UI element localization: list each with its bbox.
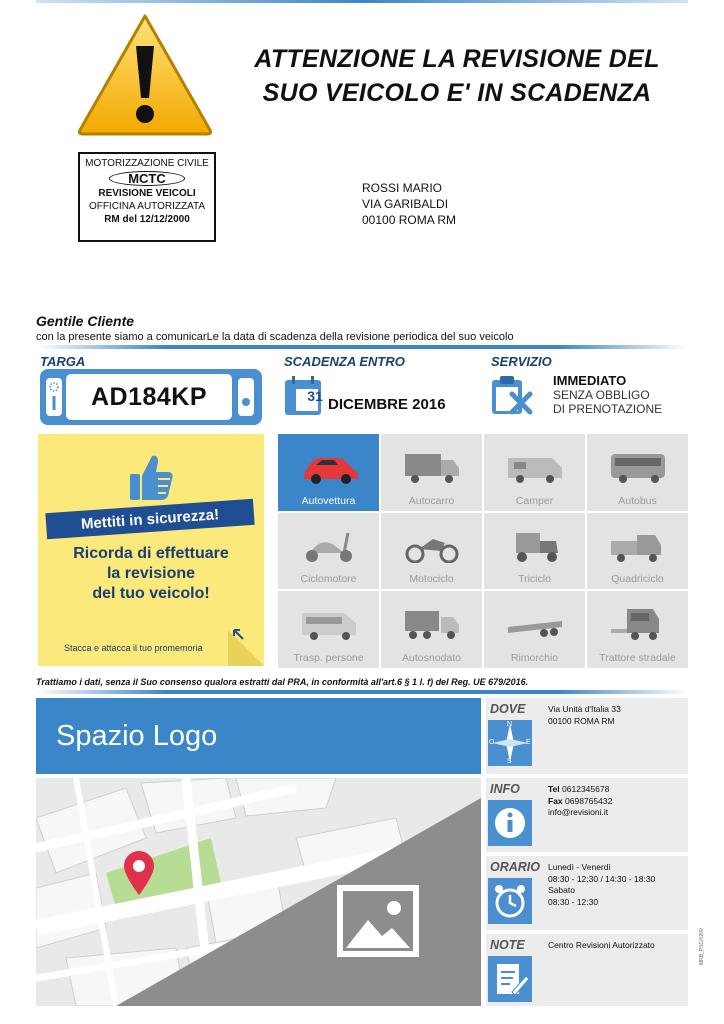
vehicle-type-label: Trasp. persone: [293, 651, 364, 664]
vehicle-type-triciclo: [484, 513, 585, 590]
alarm-clock-icon: [488, 878, 532, 924]
note-section: [486, 934, 688, 1006]
recipient-address: ROSSI MARIO VIA GARIBALDI 00100 ROMA RM: [362, 181, 457, 227]
plate-eu-band: [46, 378, 62, 416]
document-code: MRB_PSC/0200: [699, 928, 705, 965]
thumbs-up-icon: [128, 452, 174, 502]
vehicle-type-label: Autosnodato: [402, 651, 461, 664]
vehicle-type-trattore-stradale: [587, 591, 688, 668]
servizio-detail: SENZA OBBLIGO DI PRENOTAZIONE: [553, 388, 663, 416]
divider: [36, 345, 688, 349]
servizio-label: SERVIZIO: [491, 354, 552, 369]
dove-section: DOVE N S E O Via Unità d'Italia 33 00100 ROMA RM: [486, 698, 688, 774]
orario-hours: Lunedì - Venerdì 08:30 - 12:30 / 14:30 - 18:30 Sabato 08:30 - 12:30: [548, 862, 656, 907]
articulated-truck-icon: [403, 605, 461, 641]
info-section: [486, 778, 688, 852]
clipboard-cancel-icon: [490, 374, 534, 416]
vehicle-type-quadriciclo: [587, 513, 688, 590]
vehicle-type-label: Quadriciclo: [611, 573, 664, 586]
calendar-day: 31: [307, 388, 323, 404]
warning-triangle-icon: [76, 12, 214, 136]
vehicle-type-trasp-persone: [278, 591, 379, 668]
quadricycle-icon: [609, 527, 667, 563]
map-pin-icon: [122, 850, 156, 896]
orario-label: ORARIO: [490, 860, 540, 874]
vehicle-type-label: Triciclo: [518, 573, 551, 586]
divider: [36, 690, 688, 694]
logo-placeholder: Spazio Logo: [36, 698, 481, 774]
info-icon: [488, 800, 532, 846]
minibus-icon: [300, 605, 358, 641]
tricycle-icon: [506, 527, 564, 563]
tractor-unit-icon: [609, 605, 667, 641]
reminder-footer: Stacca e attacca il tuo promemoria: [64, 643, 203, 653]
truck-icon: [403, 448, 461, 484]
car-icon: [300, 448, 358, 484]
targa-label: TARGA: [40, 354, 86, 369]
scadenza-value: DICEMBRE 2016: [328, 396, 446, 413]
vehicle-type-label: Camper: [515, 494, 554, 507]
camper-icon: [506, 448, 564, 484]
greeting-title: Gentile Cliente: [36, 313, 135, 329]
vehicle-type-autosnodato: [381, 591, 482, 668]
plate-number: AD184KP: [66, 374, 232, 420]
info-icon-box: [488, 800, 532, 846]
vehicle-type-label: Trattore stradale: [599, 651, 676, 664]
dove-address: Via Unità d'Italia 33 00100 ROMA RM: [548, 704, 621, 726]
trailer-icon: [506, 605, 564, 641]
vehicle-type-ciclomotore: [278, 513, 379, 590]
notepad-icon-box: [488, 956, 532, 1002]
scooter-icon: [300, 527, 358, 563]
vehicle-type-autovettura: [278, 434, 379, 511]
vehicle-type-label: Ciclomotore: [300, 573, 357, 586]
vehicle-type-camper: [484, 434, 585, 511]
reminder-banner: Mettiti in sicurezza!: [45, 499, 254, 539]
vehicle-type-label: Motociclo: [409, 573, 454, 586]
vehicle-type-grid: [278, 434, 688, 668]
page-title: ATTENZIONE LA REVISIONE DEL SUO VEICOLO E' IN SCADENZA: [254, 45, 660, 107]
vehicle-type-label: Autocarro: [408, 494, 455, 507]
reminder-text: Ricorda di effettuare la revisione del tuo veicolo!: [73, 545, 229, 602]
authorization-stamp: MOTORIZZAZIONE CIVILE MCTC REVISIONE VEICOLI OFFICINA AUTORIZZATA RM del 12/12/2000: [78, 152, 216, 242]
vehicle-type-rimorchio: [484, 591, 585, 668]
greeting-text: con la presente siamo a comunicarLe la data di scadenza della revisione periodica del suo veicolo: [36, 331, 514, 343]
note-text: Centro Revisioni Autorizzato: [548, 940, 655, 950]
motorcycle-icon: [403, 527, 461, 563]
notepad-pencil-icon: [488, 956, 532, 1002]
dove-label: DOVE: [490, 702, 526, 716]
image-placeholder-icon: [336, 884, 420, 958]
info-contacts: Tel 0612345678 Fax 0698765432 info@revisioni.it: [548, 784, 613, 817]
top-accent-bar: [36, 0, 688, 3]
servizio-line1: IMMEDIATO: [553, 373, 627, 388]
note-label: NOTE: [490, 938, 525, 952]
scadenza-label: SCADENZA ENTRO: [284, 354, 405, 369]
corner-arrow-icon: [230, 626, 246, 642]
info-label: INFO: [490, 782, 520, 796]
alarm-clock-icon-box: [488, 878, 532, 924]
vehicle-type-label: Autobus: [618, 494, 657, 507]
bus-icon: [609, 448, 667, 484]
vehicle-type-autobus: [587, 434, 688, 511]
vehicle-type-motociclo: [381, 513, 482, 590]
privacy-notice: Trattiamo i dati, senza il Suo consenso qualora estratti dal PRA, in conformità all'art.6 § 1 l. f) del Reg. UE 679/2016.: [36, 677, 529, 687]
vehicle-type-label: Rimorchio: [510, 651, 559, 664]
vehicle-type-label: Autovettura: [301, 494, 356, 507]
vehicle-type-autocarro: [381, 434, 482, 511]
plate-right-band: [238, 378, 254, 416]
orario-section: [486, 856, 688, 930]
